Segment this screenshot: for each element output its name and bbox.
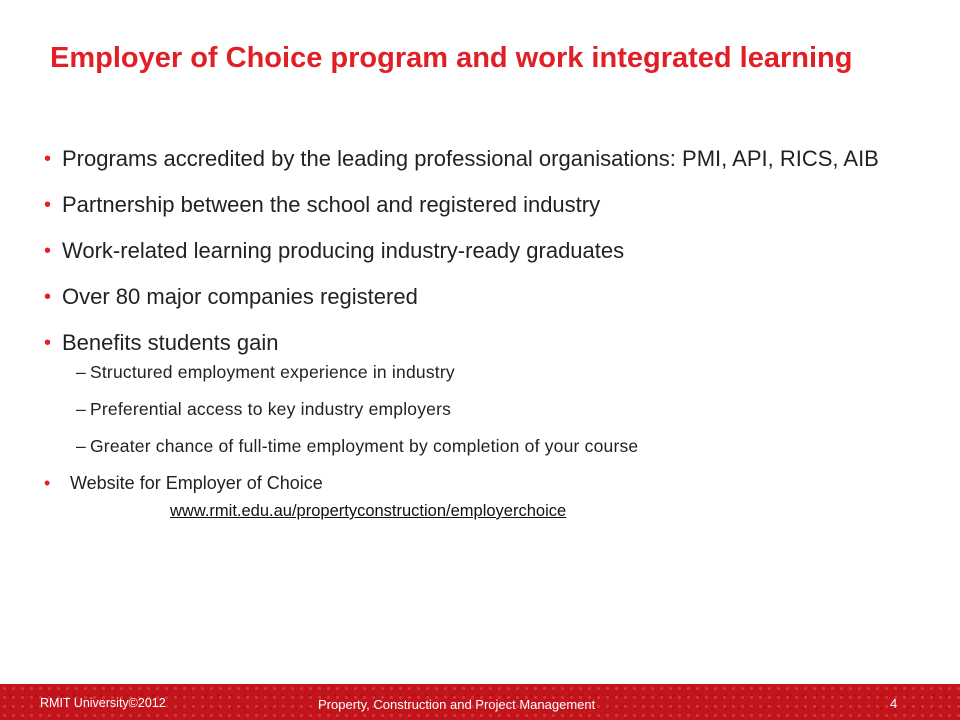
bullet-text: Over 80 major companies registered: [62, 284, 418, 309]
sub-bullet-text: Structured employment experience in industry: [90, 362, 455, 382]
sub-bullet-dash: –: [76, 436, 86, 456]
bullet-item: [44, 237, 914, 265]
footer-copyright: RMIT University©2012: [40, 696, 166, 710]
bullet-item: [44, 329, 914, 457]
website-item: [44, 472, 914, 522]
footer-bar: [0, 684, 960, 720]
sub-bullet-item: [76, 398, 914, 420]
sub-bullet-item: [76, 361, 914, 383]
sub-bullet-dash: –: [76, 399, 86, 419]
sub-bullet-dash: –: [76, 362, 86, 382]
sub-bullet-text: Preferential access to key industry employers: [90, 399, 452, 419]
website-link[interactable]: www.rmit.edu.au/propertyconstruction/employerchoice: [170, 502, 567, 520]
bullet-item: [44, 283, 914, 311]
sub-bullet-text: Greater chance of full-time employment by completion of your course: [90, 436, 639, 456]
bullet-dot: •: [44, 473, 51, 493]
sub-bullet-list: [62, 361, 914, 457]
bullet-dot: •: [44, 194, 52, 216]
bullet-item: [44, 191, 914, 219]
page-number: 4: [890, 696, 898, 711]
bullet-text: Programs accredited by the leading professional organisations: PMI, API, RICS, AIB: [62, 146, 879, 171]
bullet-dot: •: [44, 332, 52, 354]
bullet-dot: •: [44, 240, 52, 262]
website-label: Website for Employer of Choice: [70, 473, 323, 493]
bullet-text: Benefits students gain: [62, 330, 279, 355]
bullet-dot: •: [44, 286, 52, 308]
sub-bullet-item: [76, 435, 914, 457]
bullet-list: [44, 145, 914, 522]
bullet-item: [44, 145, 914, 173]
bullet-text: Work-related learning producing industry-ready graduates: [62, 238, 625, 263]
slide-title: Employer of Choice program and work integrated learning: [50, 42, 853, 74]
bullet-dot: •: [44, 148, 52, 170]
bullet-text: Partnership between the school and registered industry: [62, 192, 601, 217]
footer-department: Property, Construction and Project Management: [318, 697, 596, 712]
